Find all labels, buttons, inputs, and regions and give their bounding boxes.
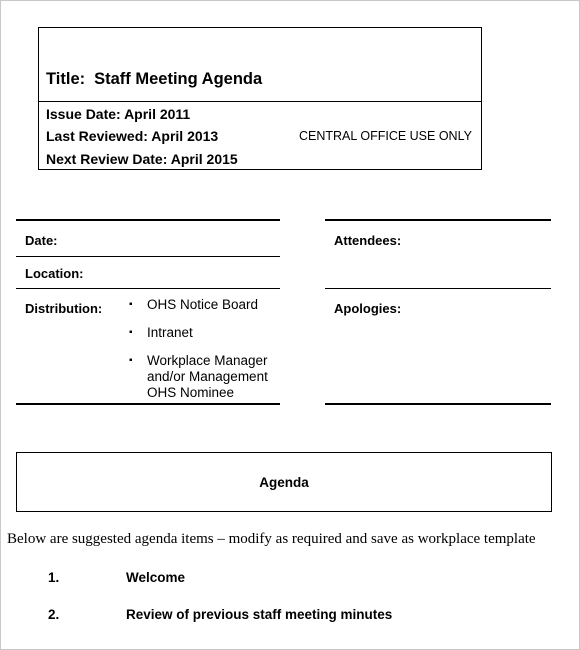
location-row-divider	[16, 288, 280, 289]
list-item	[129, 297, 279, 313]
agenda-item-text: Review of previous staff meeting minutes	[126, 607, 393, 622]
last-reviewed-date: Last Reviewed: April 2013	[46, 128, 219, 144]
title-value: Staff Meeting Agenda	[94, 70, 263, 88]
apologies-label: Apologies:	[334, 301, 402, 316]
next-review-date: Next Review Date: April 2015	[46, 151, 238, 167]
location-label: Location:	[25, 266, 84, 281]
list-item	[129, 325, 279, 341]
issue-date: Issue Date: April 2011	[46, 106, 191, 122]
agenda-intro-text: Below are suggested agenda items – modify as required and save as workplace template	[7, 531, 536, 547]
attendees-row-divider	[325, 288, 551, 289]
bullet-icon: ▪	[129, 355, 133, 366]
distribution-label: Distribution:	[25, 301, 103, 316]
left-table-top-rule	[16, 219, 280, 221]
document-title	[46, 70, 262, 89]
left-table-bottom-rule	[16, 403, 280, 405]
date-label: Date:	[25, 233, 58, 248]
distribution-list	[129, 297, 279, 413]
right-table-bottom-rule	[325, 403, 551, 405]
agenda-item-text: Welcome	[126, 570, 186, 585]
document-header-box	[38, 27, 482, 170]
distribution-item-text: Workplace Manager and/or Management OHS Nominee	[147, 353, 268, 400]
distribution-item-text: OHS Notice Board	[147, 297, 259, 312]
list-item	[129, 353, 279, 401]
header-divider	[39, 101, 481, 102]
agenda-item-number: 2.	[48, 607, 60, 622]
agenda-heading-box	[16, 452, 552, 512]
distribution-item-text: Intranet	[147, 325, 193, 340]
office-use-note: CENTRAL OFFICE USE ONLY	[299, 129, 472, 143]
agenda-item-number: 1.	[48, 570, 60, 585]
bullet-icon: ▪	[129, 299, 133, 310]
date-row-divider	[16, 256, 280, 257]
attendees-label: Attendees:	[334, 233, 402, 248]
title-label: Title:	[46, 70, 86, 88]
agenda-heading: Agenda	[259, 475, 309, 490]
right-table-top-rule	[325, 219, 551, 221]
bullet-icon: ▪	[129, 327, 133, 338]
